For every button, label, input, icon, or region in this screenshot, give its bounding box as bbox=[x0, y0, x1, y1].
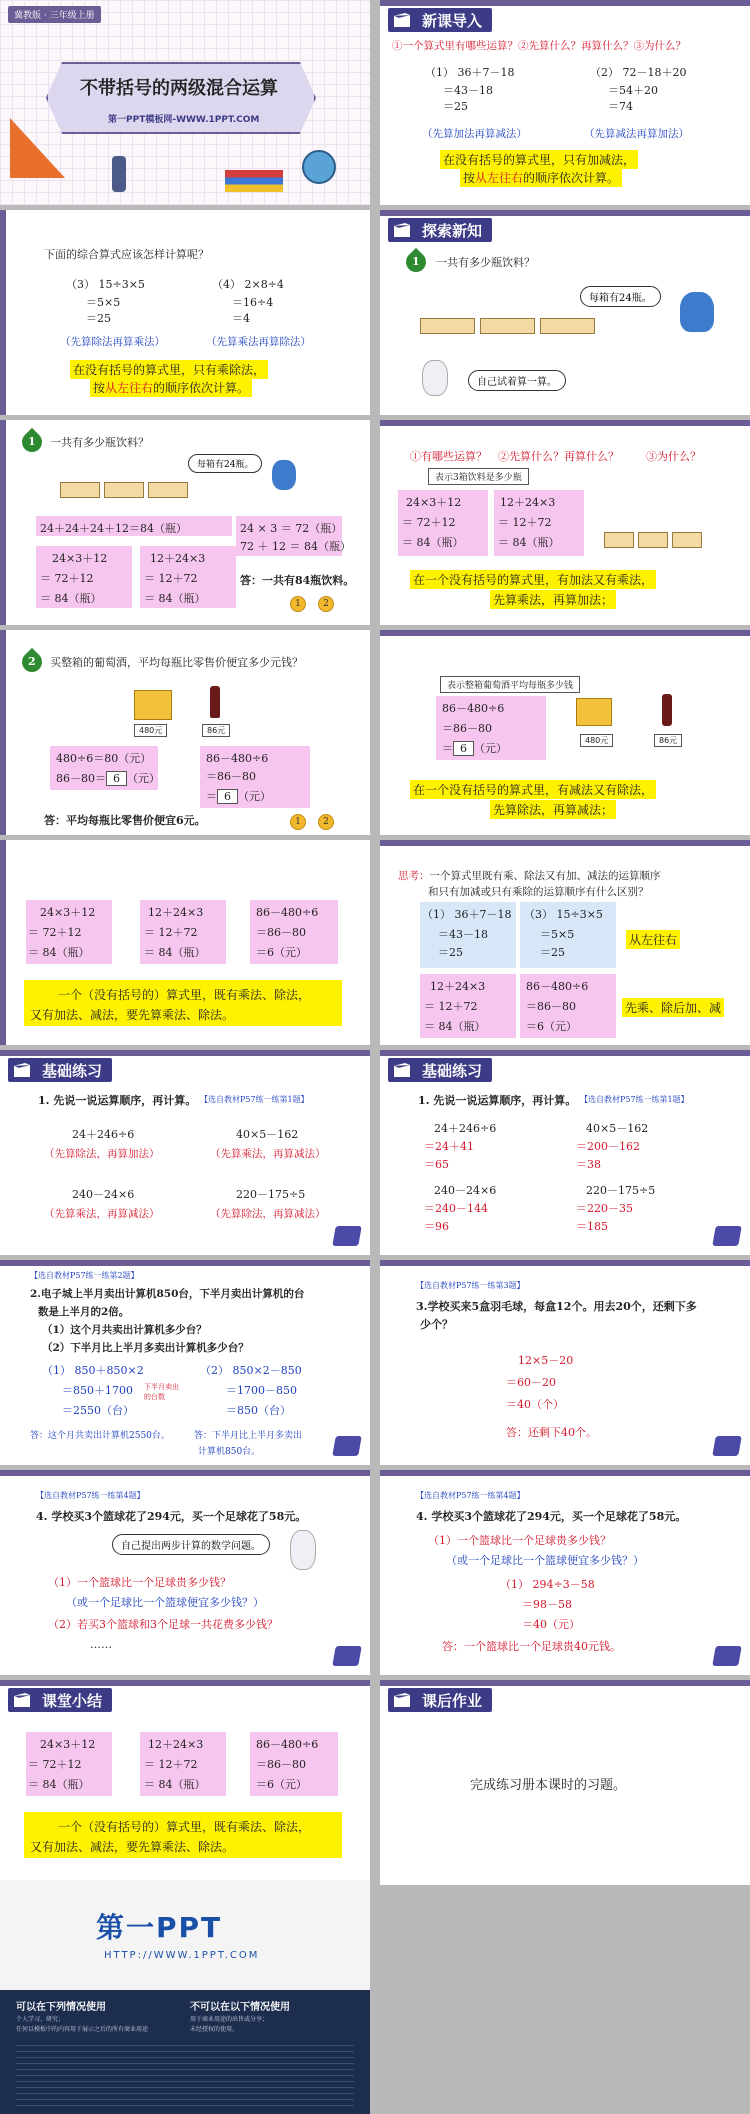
expr-3: 240－24×6 bbox=[434, 1184, 497, 1197]
method-2: 86－480÷6 bbox=[206, 752, 269, 765]
globe-icon bbox=[302, 150, 336, 184]
note-1: （先算除法，再算加法） bbox=[44, 1148, 160, 1160]
slide-intro bbox=[380, 0, 750, 205]
expr-3: （3） 15÷3×5 bbox=[66, 278, 145, 291]
expr-c: 86－480÷6 bbox=[256, 906, 319, 919]
solution-step1: ＝60－20 bbox=[506, 1376, 556, 1389]
conclusion-line-1: 在一个没有括号的算式里，有加法又有乘法， bbox=[410, 570, 656, 589]
proposed-question-1: （1）一个篮球比一个足球贵多少钱？ bbox=[428, 1534, 611, 1547]
source-note: 【选自教材P57练一练第4题】 bbox=[36, 1491, 145, 1500]
method-2-step1: 24 × 3 ＝ 72（瓶） bbox=[240, 522, 343, 535]
expr-b-step2: ＝ 84（瓶） bbox=[424, 1020, 486, 1033]
expr-1-step2: ＝25 bbox=[443, 100, 468, 113]
microscope-icon bbox=[112, 156, 126, 192]
conclusion-line-1: 一个（没有括号的）算式里，既有乘法、除法， bbox=[58, 1820, 311, 1834]
expr-c-step2: ＝6（元） bbox=[526, 1020, 577, 1033]
wine-bottle-icon bbox=[210, 686, 220, 718]
expr-4: 220－175÷5 bbox=[236, 1188, 306, 1201]
cat-character-icon bbox=[680, 292, 714, 332]
expr-1-step1: ＝43－18 bbox=[438, 928, 488, 941]
source-note: 【选自教材P57练一练第4题】 bbox=[416, 1491, 525, 1500]
question-line: ①一个算式里有哪些运算？②先算什么？再算什么？③为什么？ bbox=[392, 40, 686, 52]
speech-bubble-2: 自己试着算一算。 bbox=[468, 370, 566, 391]
expr-step1: ＝86－80 bbox=[442, 722, 492, 735]
conclusion-line-2: 按从左往右的顺序依次计算。 bbox=[460, 168, 622, 187]
drink-crate-3 bbox=[672, 532, 702, 548]
source-note: 【选自教材P57练一练第1题】 bbox=[580, 1095, 689, 1104]
slide-practice-2 bbox=[0, 1260, 370, 1465]
expr-a-step2: ＝ 84（瓶） bbox=[402, 536, 464, 549]
expr-a-step1: ＝ 72＋12 bbox=[402, 516, 456, 529]
expr-b: 12＋24×3 bbox=[148, 906, 204, 919]
number-leaf-icon: 2 bbox=[18, 648, 46, 676]
expr-3-step2: ＝25 bbox=[540, 946, 565, 959]
section-tag: 课后作业 bbox=[388, 1688, 492, 1712]
expr-c-step1: ＝86－80 bbox=[256, 1758, 306, 1771]
drink-crate-1 bbox=[604, 532, 634, 548]
answer-2-cont: 计算机850台。 bbox=[198, 1447, 261, 1457]
source-note: 【选自教材P57练一练第1题】 bbox=[200, 1095, 309, 1104]
footer-logo: 第一PPT bbox=[96, 1911, 223, 1944]
question-text: 下面的综合算式应该怎样计算呢？ bbox=[44, 248, 209, 261]
question-1: ①有哪些运算？ bbox=[410, 450, 487, 463]
expr-3-step1: ＝5×5 bbox=[540, 928, 575, 941]
book-icon bbox=[332, 1436, 362, 1456]
expr-2-step1: ＝54＋20 bbox=[608, 84, 658, 97]
expr-c-step2: ＝6（元） bbox=[256, 1778, 307, 1791]
expr-a-step2: ＝ 84（瓶） bbox=[28, 1778, 90, 1791]
page-button-2[interactable]: 2 bbox=[318, 596, 334, 612]
drink-crate-1 bbox=[420, 318, 475, 334]
slide-cover bbox=[0, 0, 370, 205]
method-4: 12＋24×3 bbox=[150, 552, 206, 565]
method-3-step1: ＝ 72＋12 bbox=[40, 572, 94, 585]
bottle-price-tag: 86元 bbox=[202, 724, 230, 737]
book-icon bbox=[712, 1226, 742, 1246]
expr-4: 220－175÷5 bbox=[586, 1184, 656, 1197]
think-line-1: 思考：一个算式里既有乘、除法又有加、减法的运算顺序 bbox=[398, 870, 661, 882]
question-text: 4. 学校买3个篮球花了294元，买一个足球花了58元。 bbox=[36, 1510, 307, 1523]
expr-2-step1: ＝200－162 bbox=[576, 1140, 640, 1153]
note-2: （先算乘法，再算减法） bbox=[210, 1148, 326, 1160]
slide-practice-4-answer bbox=[380, 1470, 750, 1675]
conclusion-line-2: 先算乘法，再算加法； bbox=[490, 590, 616, 609]
allowed-item-2: 任何以模板中的内容用于展示之后的所有商业用途 bbox=[16, 2026, 149, 2033]
expr-c: 86－480÷6 bbox=[526, 980, 589, 993]
allowed-heading: 可以在下列情况使用 bbox=[16, 2002, 106, 2013]
note-1: （先算加法再算减法） bbox=[422, 128, 527, 140]
page-button-1[interactable]: 1 bbox=[290, 596, 306, 612]
expr-b-step1: ＝ 12＋72 bbox=[144, 1758, 198, 1771]
answer-text: 答：一个篮球比一个足球贵40元钱。 bbox=[442, 1640, 621, 1653]
proposed-question-2: （2）若买3个篮球和3个足球一共花费多少钱？ bbox=[48, 1618, 278, 1631]
expr-b-step1: ＝ 12＋72 bbox=[424, 1000, 478, 1013]
method-2-step1: ＝86－80 bbox=[206, 770, 256, 783]
homework-text: 完成练习册本课时的习题。 bbox=[470, 1778, 627, 1793]
rule-mul-div-first: 先乘、除后加、减 bbox=[622, 998, 724, 1017]
answer-text: 答：一共有84瓶饮料。 bbox=[240, 574, 355, 587]
annotation-note: 下半月卖出的台数 bbox=[144, 1383, 179, 1401]
question-3: ③为什么？ bbox=[646, 450, 701, 463]
slide-wine-problem bbox=[0, 630, 370, 835]
expr-c: 86－480÷6 bbox=[256, 1738, 319, 1751]
expr-1-step1: ＝43－18 bbox=[443, 84, 493, 97]
book-icon bbox=[332, 1226, 362, 1246]
edition-badge: 冀教版 · 三年级上册 bbox=[8, 6, 101, 23]
answer-text: 答：平均每瓶比零售价便宜6元。 bbox=[44, 814, 206, 827]
wine-bottle-icon bbox=[662, 694, 672, 726]
think-line-2: 和只有加减或只有乘除的运算顺序有什么区别？ bbox=[428, 886, 649, 898]
book-stack-icon bbox=[225, 170, 283, 192]
book-icon bbox=[712, 1436, 742, 1456]
conclusion-line-1: 在没有括号的算式里，只有加减法， bbox=[440, 150, 638, 169]
slide-class-summary bbox=[0, 1680, 370, 1885]
question-text: 1. 先说一说运算顺序，再计算。 bbox=[418, 1094, 577, 1107]
drink-crate-3 bbox=[540, 318, 595, 334]
drink-crate-2 bbox=[480, 318, 535, 334]
speech-bubble: 每箱有24瓶。 bbox=[188, 454, 262, 473]
disallowed-heading: 不可以在以下情况使用 bbox=[190, 2002, 290, 2013]
expr-a-step2: ＝ 84（瓶） bbox=[28, 946, 90, 959]
number-leaf-icon: 1 bbox=[18, 428, 46, 456]
expr-3-step1: ＝240－144 bbox=[424, 1202, 488, 1215]
solution-step2: ＝40（个） bbox=[506, 1398, 564, 1411]
expr-3: 240－24×6 bbox=[72, 1188, 135, 1201]
question-2: ②先算什么？再算什么？ bbox=[498, 450, 619, 463]
slide-mul-div bbox=[0, 210, 370, 415]
solution: （1） 294÷3－58 bbox=[500, 1578, 595, 1591]
drink-crate-2 bbox=[638, 532, 668, 548]
section-tag: 基础练习 bbox=[8, 1058, 112, 1082]
allowed-item-1: 个人学习、研究； bbox=[16, 2016, 65, 2023]
solution-2: （2） 850×2－850 bbox=[200, 1364, 302, 1377]
page-button-2[interactable]: 2 bbox=[318, 814, 334, 830]
expr-1: 24＋246÷6 bbox=[434, 1122, 497, 1135]
section-tag: 课堂小结 bbox=[8, 1688, 112, 1712]
expr-c-step1: ＝86－80 bbox=[256, 926, 306, 939]
conclusion-line-1: 在一个没有括号的算式里，有减法又有除法， bbox=[410, 780, 656, 799]
section-tag: 探索新知 bbox=[388, 218, 492, 242]
disallowed-item-2: 未经授权的使用。 bbox=[190, 2026, 239, 2033]
expr-step2: ＝ 6 （元） bbox=[442, 742, 507, 755]
wine-box-icon bbox=[134, 690, 172, 720]
slide-practice-1-answers bbox=[380, 1050, 750, 1255]
drink-crate-2 bbox=[104, 482, 144, 498]
expr-b-step1: ＝ 12＋72 bbox=[144, 926, 198, 939]
question-text: 买整箱的葡萄酒，平均每瓶比零售价便宜多少元钱？ bbox=[50, 656, 303, 669]
solution-step2: ＝40（元） bbox=[522, 1618, 580, 1631]
expr-4: （4） 2×8÷4 bbox=[212, 278, 284, 291]
ruler-triangle-icon bbox=[10, 118, 65, 178]
expr-a: 24×3＋12 bbox=[40, 1738, 96, 1751]
wine-box-icon bbox=[576, 698, 612, 726]
section-tag: 新课导入 bbox=[388, 8, 492, 32]
expr-3-step1: ＝5×5 bbox=[86, 296, 121, 309]
method-1-step1: 480÷6＝80（元） bbox=[56, 752, 152, 765]
expr-2-step2: ＝74 bbox=[608, 100, 633, 113]
sub-question-2: （2）下半月比上半月多卖出计算机多少台？ bbox=[42, 1342, 249, 1354]
slide-think bbox=[380, 840, 750, 1045]
conclusion-line-1: 一个（没有括号的）算式里，既有乘法、除法， bbox=[58, 988, 311, 1002]
expr-3: （3） 15÷3×5 bbox=[524, 908, 603, 921]
note-2: （先算减法再算加法） bbox=[584, 128, 689, 140]
speech-bubble: 自己提出两步计算的数学问题。 bbox=[112, 1534, 270, 1555]
cat-character-icon bbox=[272, 460, 296, 490]
note-4: （先算除法，再算减法） bbox=[210, 1208, 326, 1220]
question-text: 1. 先说一说运算顺序，再计算。 bbox=[38, 1094, 197, 1107]
expr-b-step1: ＝ 12＋72 bbox=[498, 516, 552, 529]
rule-left-to-right: 从左往右 bbox=[626, 930, 680, 949]
book-icon bbox=[332, 1646, 362, 1666]
method-2-step2: 72 ＋ 12 ＝ 84（瓶） bbox=[240, 540, 351, 553]
conclusion-line-2: 先算除法，再算减法； bbox=[490, 800, 616, 819]
expr-b: 12＋24×3 bbox=[500, 496, 556, 509]
answer-2: 答：下半月比上半月多卖出 bbox=[194, 1431, 303, 1441]
rabbit-character-icon bbox=[422, 360, 448, 396]
expr-4-step2: ＝185 bbox=[576, 1220, 608, 1233]
expr-2: 40×5－162 bbox=[586, 1122, 649, 1135]
method-1-step2: 86－80＝ 6 （元） bbox=[56, 772, 160, 785]
expr-a: 24×3＋12 bbox=[406, 496, 462, 509]
note-4: （先算乘法再算除法） bbox=[206, 336, 311, 348]
method-1: 24＋24＋24＋12＝84（瓶） bbox=[40, 522, 187, 535]
site-name: 第一PPT模板网-WWW.1PPT.COM bbox=[108, 115, 260, 125]
solution-step1: ＝98－58 bbox=[522, 1598, 572, 1611]
expr-b-step2: ＝ 84（瓶） bbox=[144, 1778, 206, 1791]
question-line-2: 少个？ bbox=[420, 1318, 453, 1331]
expr-3-step2: ＝25 bbox=[86, 312, 111, 325]
proposed-question-1: （1）一个篮球比一个足球贵多少钱？ bbox=[48, 1576, 231, 1589]
expr: 86－480÷6 bbox=[442, 702, 505, 715]
slide-drinks-solution bbox=[0, 420, 370, 625]
source-note: 【选自教材P57练一练第3题】 bbox=[416, 1281, 525, 1290]
expr-2: （2） 72－18＋20 bbox=[590, 66, 687, 79]
answer-text: 答：还剩下40个。 bbox=[506, 1426, 597, 1439]
method-4-step1: ＝ 12＋72 bbox=[144, 572, 198, 585]
expr-a-step1: ＝ 72＋12 bbox=[28, 926, 82, 939]
expr-2: 40×5－162 bbox=[236, 1128, 299, 1141]
solution: 12×5－20 bbox=[518, 1354, 574, 1367]
bottle-price-tag: 86元 bbox=[654, 734, 682, 747]
box-price-tag: 480元 bbox=[134, 724, 167, 737]
expr-2-step2: ＝38 bbox=[576, 1158, 601, 1171]
conclusion-line-1: 在没有括号的算式里，只有乘除法， bbox=[70, 360, 268, 379]
slide-practice-3 bbox=[380, 1260, 750, 1465]
question-line-1: 3.学校买来5盒羽毛球，每盒12个。用去20个，还剩下多 bbox=[416, 1300, 697, 1313]
expr-a: 24×3＋12 bbox=[40, 906, 96, 919]
footer-link-list bbox=[16, 2040, 354, 2106]
expr-c-step1: ＝86－80 bbox=[526, 1000, 576, 1013]
section-tag: 基础练习 bbox=[388, 1058, 492, 1082]
method-3-step2: ＝ 84（瓶） bbox=[40, 592, 102, 605]
meaning-label: 表示3箱饮料是多少瓶 bbox=[428, 468, 529, 485]
expr-1: （1） 36＋7－18 bbox=[422, 908, 512, 921]
sub-question-1: （1）这个月共卖出计算机多少台？ bbox=[42, 1324, 207, 1336]
expr-b: 12＋24×3 bbox=[148, 1738, 204, 1751]
slide-drinks-order bbox=[380, 420, 750, 625]
expr-1: （1） 36＋7－18 bbox=[425, 66, 515, 79]
book-icon bbox=[712, 1646, 742, 1666]
solution-2-step2: ＝850（台） bbox=[226, 1404, 291, 1417]
question-text: 4. 学校买3个篮球花了294元，买一个足球花了58元。 bbox=[416, 1510, 687, 1523]
drink-crate-1 bbox=[60, 482, 100, 498]
solution-1: （1） 850＋850×2 bbox=[42, 1364, 144, 1377]
expr-a-step1: ＝ 72＋12 bbox=[28, 1758, 82, 1771]
question-text: 一共有多少瓶饮料？ bbox=[50, 436, 149, 449]
expr-1-step2: ＝25 bbox=[438, 946, 463, 959]
solution-1-step1: ＝850＋1700 bbox=[62, 1384, 133, 1397]
speech-bubble: 每箱有24瓶。 bbox=[580, 286, 661, 307]
number-leaf-icon: 1 bbox=[402, 248, 430, 276]
question-line-1: 2.电子城上半月卖出计算机850台，下半月卖出计算机的台 bbox=[30, 1288, 305, 1300]
slide-practice-1 bbox=[0, 1050, 370, 1255]
expr-1: 24＋246÷6 bbox=[72, 1128, 135, 1141]
footer-url[interactable]: HTTP://WWW.1PPT.COM bbox=[104, 1950, 260, 1961]
method-2-step2: ＝ 6 （元） bbox=[206, 790, 271, 803]
answer-1: 答：这个月共卖出计算机2550台。 bbox=[30, 1431, 170, 1441]
conclusion-line-2: 按从左往右的顺序依次计算。 bbox=[90, 378, 252, 397]
solution-1-step2: ＝2550（台） bbox=[62, 1404, 134, 1417]
method-3: 24×3＋12 bbox=[52, 552, 108, 565]
box-price-tag: 480元 bbox=[580, 734, 613, 747]
source-note: 【选自教材P57练一练第2题】 bbox=[30, 1271, 139, 1280]
question-line-2: 数是上半月的2倍。 bbox=[38, 1306, 130, 1318]
expr-1-step1: ＝24＋41 bbox=[424, 1140, 474, 1153]
method-4-step2: ＝ 84（瓶） bbox=[144, 592, 206, 605]
footer-credits bbox=[0, 1880, 370, 2114]
note-3: （先算乘法，再算减法） bbox=[44, 1208, 160, 1220]
slide-practice-4 bbox=[0, 1470, 370, 1675]
expr-b-step2: ＝ 84（瓶） bbox=[498, 536, 560, 549]
expr-1-step2: ＝65 bbox=[424, 1158, 449, 1171]
expr-3-step2: ＝96 bbox=[424, 1220, 449, 1233]
expr-4-step1: ＝16÷4 bbox=[232, 296, 274, 309]
disallowed-item-1: 用于商业用途的出售或分享； bbox=[190, 2016, 269, 2023]
solution-2-step1: ＝1700－850 bbox=[226, 1384, 297, 1397]
expr-4-step1: ＝220－35 bbox=[576, 1202, 633, 1215]
rabbit-character-icon bbox=[290, 1530, 316, 1570]
proposed-question-1-alt: （或一个足球比一个篮球便宜多少钱？） bbox=[446, 1554, 644, 1567]
meaning-label: 表示整箱葡萄酒平均每瓶多少钱 bbox=[440, 676, 580, 693]
ellipsis: …… bbox=[90, 1638, 112, 1651]
expr-c-step2: ＝6（元） bbox=[256, 946, 307, 959]
expr-b-step2: ＝ 84（瓶） bbox=[144, 946, 206, 959]
expr-b: 12＋24×3 bbox=[430, 980, 486, 993]
slide-rule-summary bbox=[0, 840, 370, 1045]
expr-4-step2: ＝4 bbox=[232, 312, 250, 325]
question-text: 一共有多少瓶饮料？ bbox=[436, 256, 535, 269]
slide-wine-order bbox=[380, 630, 750, 835]
drink-crate-3 bbox=[148, 482, 188, 498]
conclusion-line-2: 又有加法、减法，要先算乘法、除法。 bbox=[30, 1840, 235, 1854]
page-button-1[interactable]: 1 bbox=[290, 814, 306, 830]
page-title: 不带括号的两级混合运算 bbox=[80, 78, 278, 99]
note-3: （先算除法再算乘法） bbox=[60, 336, 165, 348]
slide-explore bbox=[380, 210, 750, 415]
conclusion-line-2: 又有加法、减法，要先算乘法、除法。 bbox=[30, 1008, 235, 1022]
slide-homework bbox=[380, 1680, 750, 1885]
proposed-question-1-alt: （或一个足球比一个篮球便宜多少钱？） bbox=[66, 1596, 264, 1609]
